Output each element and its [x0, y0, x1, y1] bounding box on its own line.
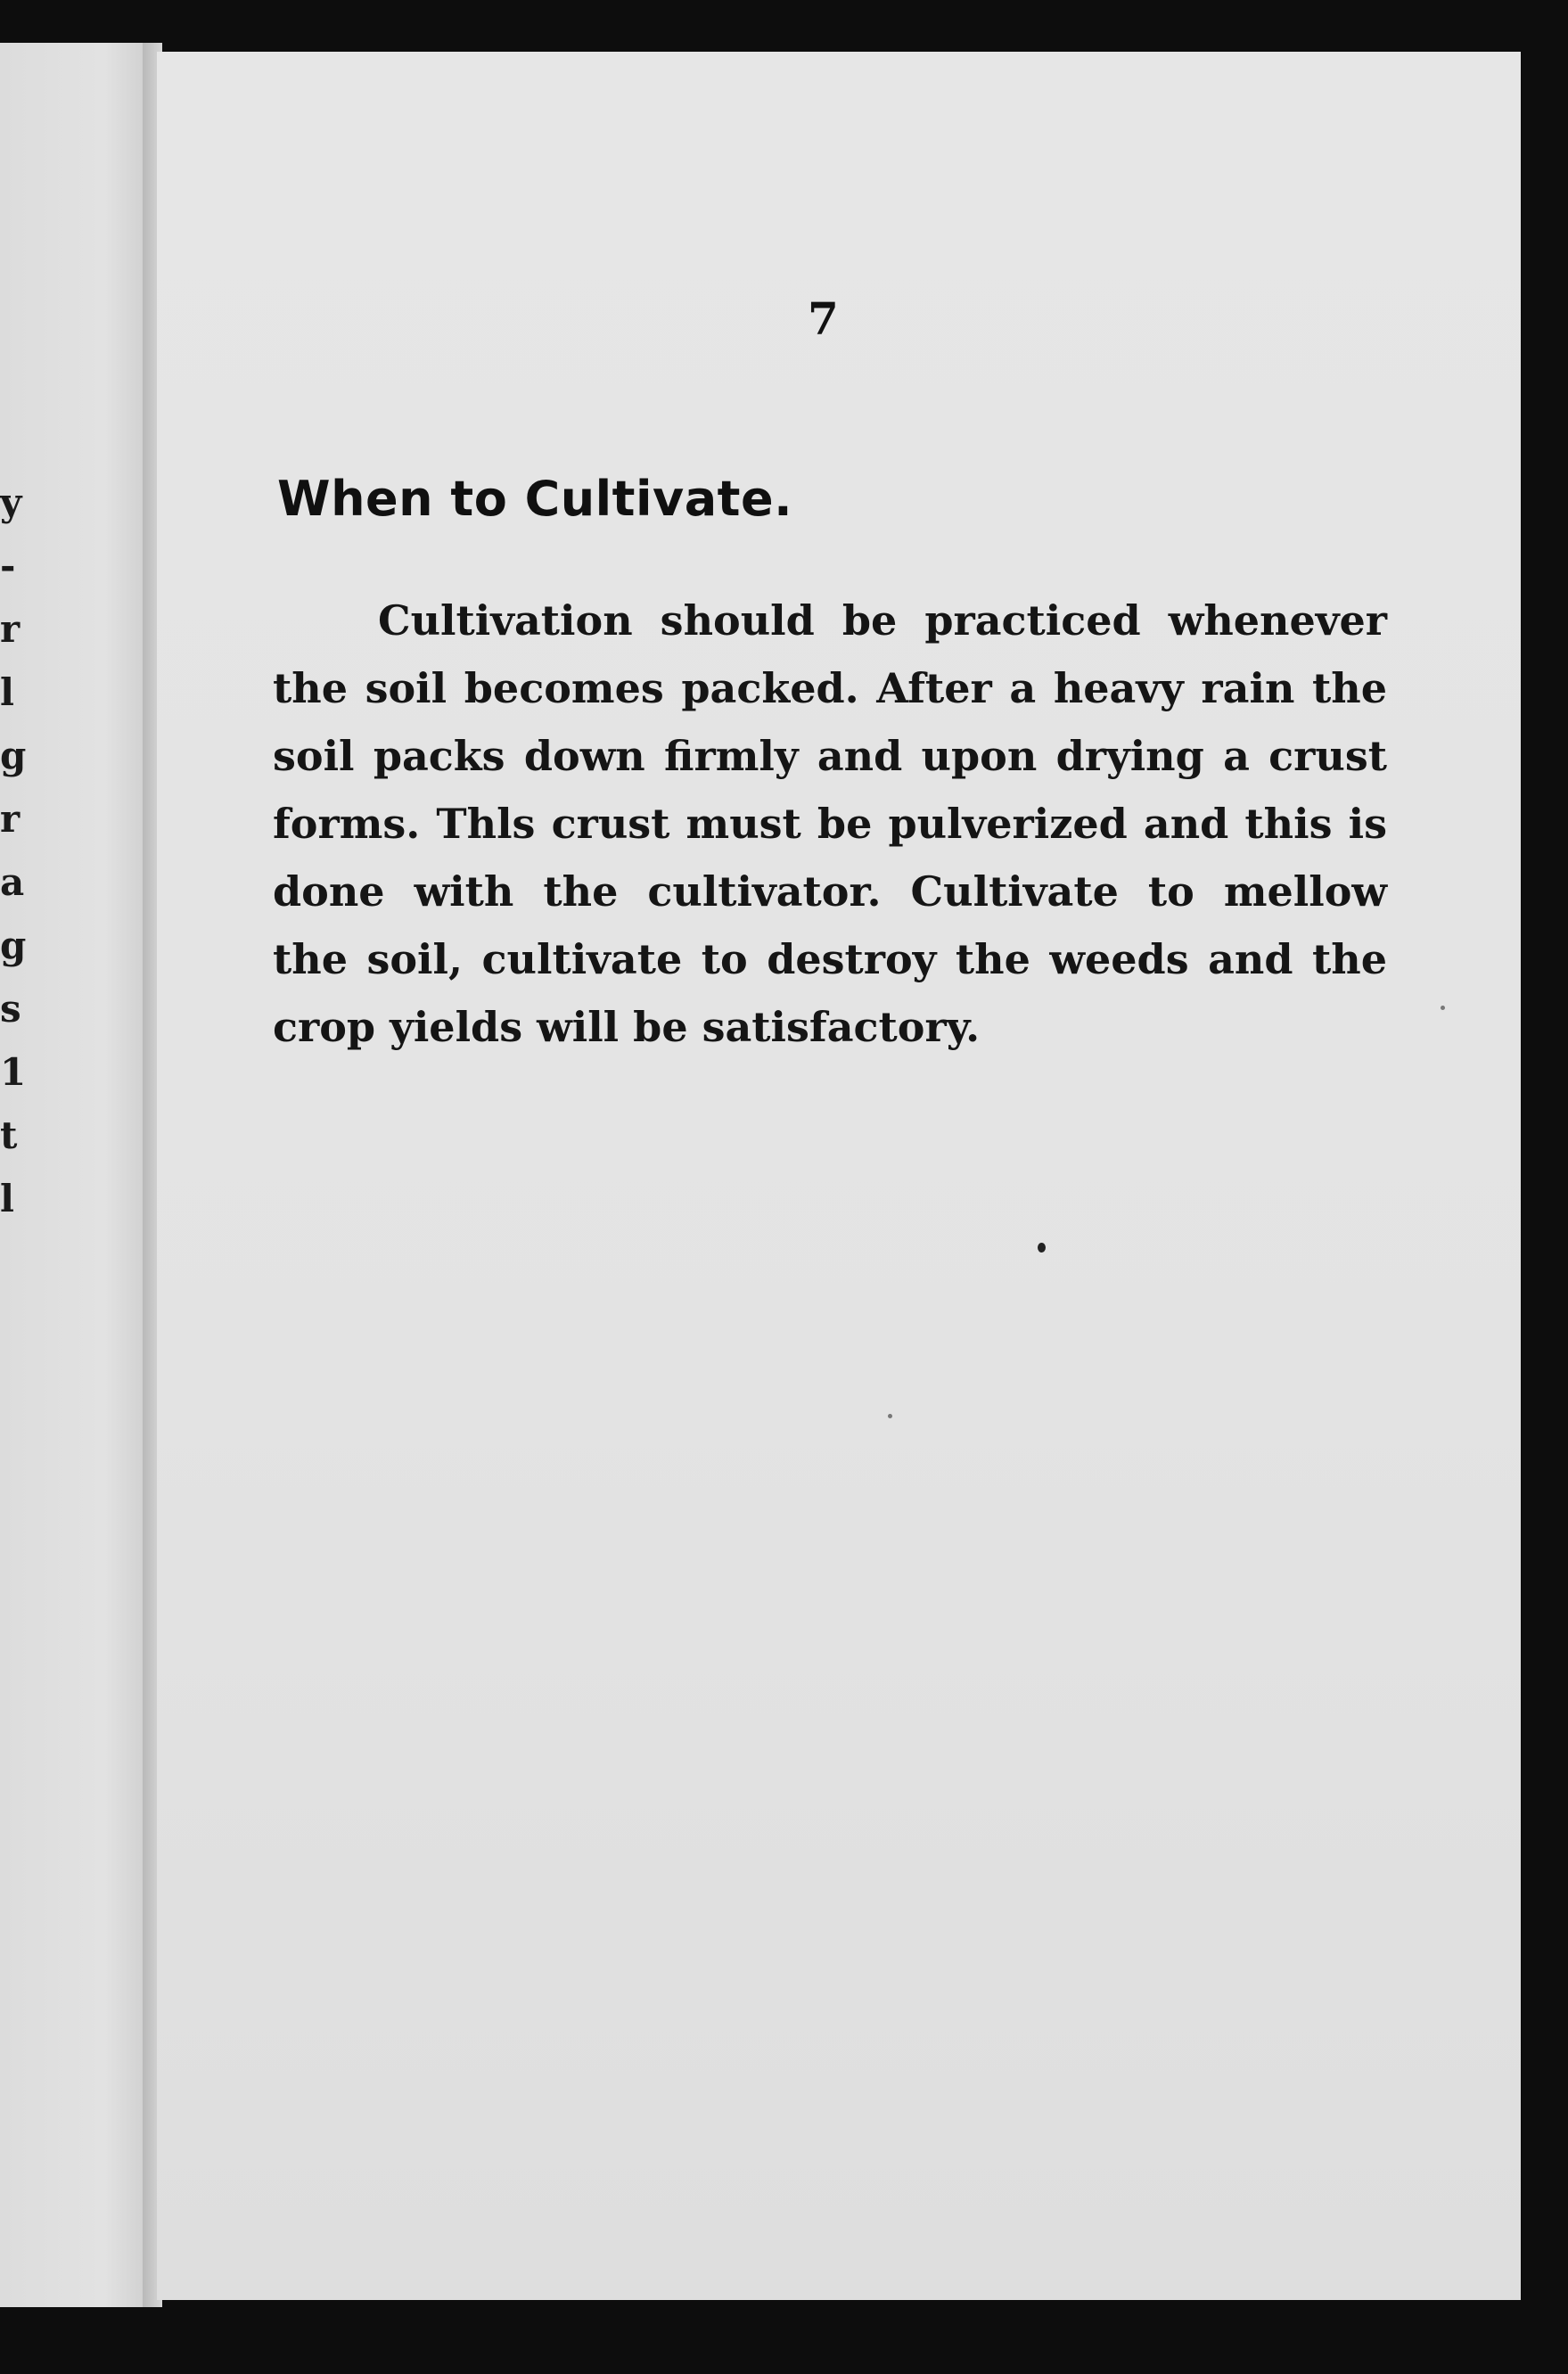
margin-fragment: s: [0, 987, 21, 1031]
margin-fragment: g: [0, 734, 27, 777]
paragraph-line: soil packs down firmly and upon drying a crust: [273, 732, 1387, 780]
page-number: 7: [808, 292, 839, 345]
previous-page-margin-text: [0, 471, 27, 1230]
ink-speck: [888, 1414, 892, 1418]
margin-fragment: r: [0, 797, 21, 841]
paragraph-line: the soil becomes packed. After a heavy rain the: [273, 664, 1387, 712]
page: [157, 52, 1521, 2300]
ink-speck: [1441, 1006, 1445, 1010]
section-heading: When to Cultivate.: [277, 471, 793, 527]
paragraph: [273, 587, 1387, 1061]
paragraph-line: done with the cultivator. Cultivate to mellow: [273, 867, 1387, 916]
margin-fragment: l: [0, 670, 14, 714]
margin-fragment: r: [0, 607, 21, 651]
paragraph-line: crop yields will be satisfactory.: [273, 1003, 981, 1051]
margin-fragment: t: [0, 1113, 18, 1157]
paragraph-line: Cultivation should be practiced whenever: [378, 596, 1387, 645]
margin-fragment: 1: [0, 1050, 27, 1094]
paragraph-line: the soil, cultivate to destroy the weeds and the: [273, 935, 1387, 983]
margin-fragment: l: [0, 1177, 14, 1220]
margin-fragment: g: [0, 924, 27, 967]
ink-speck: [1038, 1243, 1046, 1253]
margin-fragment: a: [0, 860, 25, 904]
margin-fragment: y: [0, 481, 22, 524]
previous-page-edge: [0, 43, 150, 2307]
margin-fragment: -: [0, 544, 16, 587]
paragraph-line: forms. Thls crust must be pulverized and this is: [273, 800, 1387, 848]
